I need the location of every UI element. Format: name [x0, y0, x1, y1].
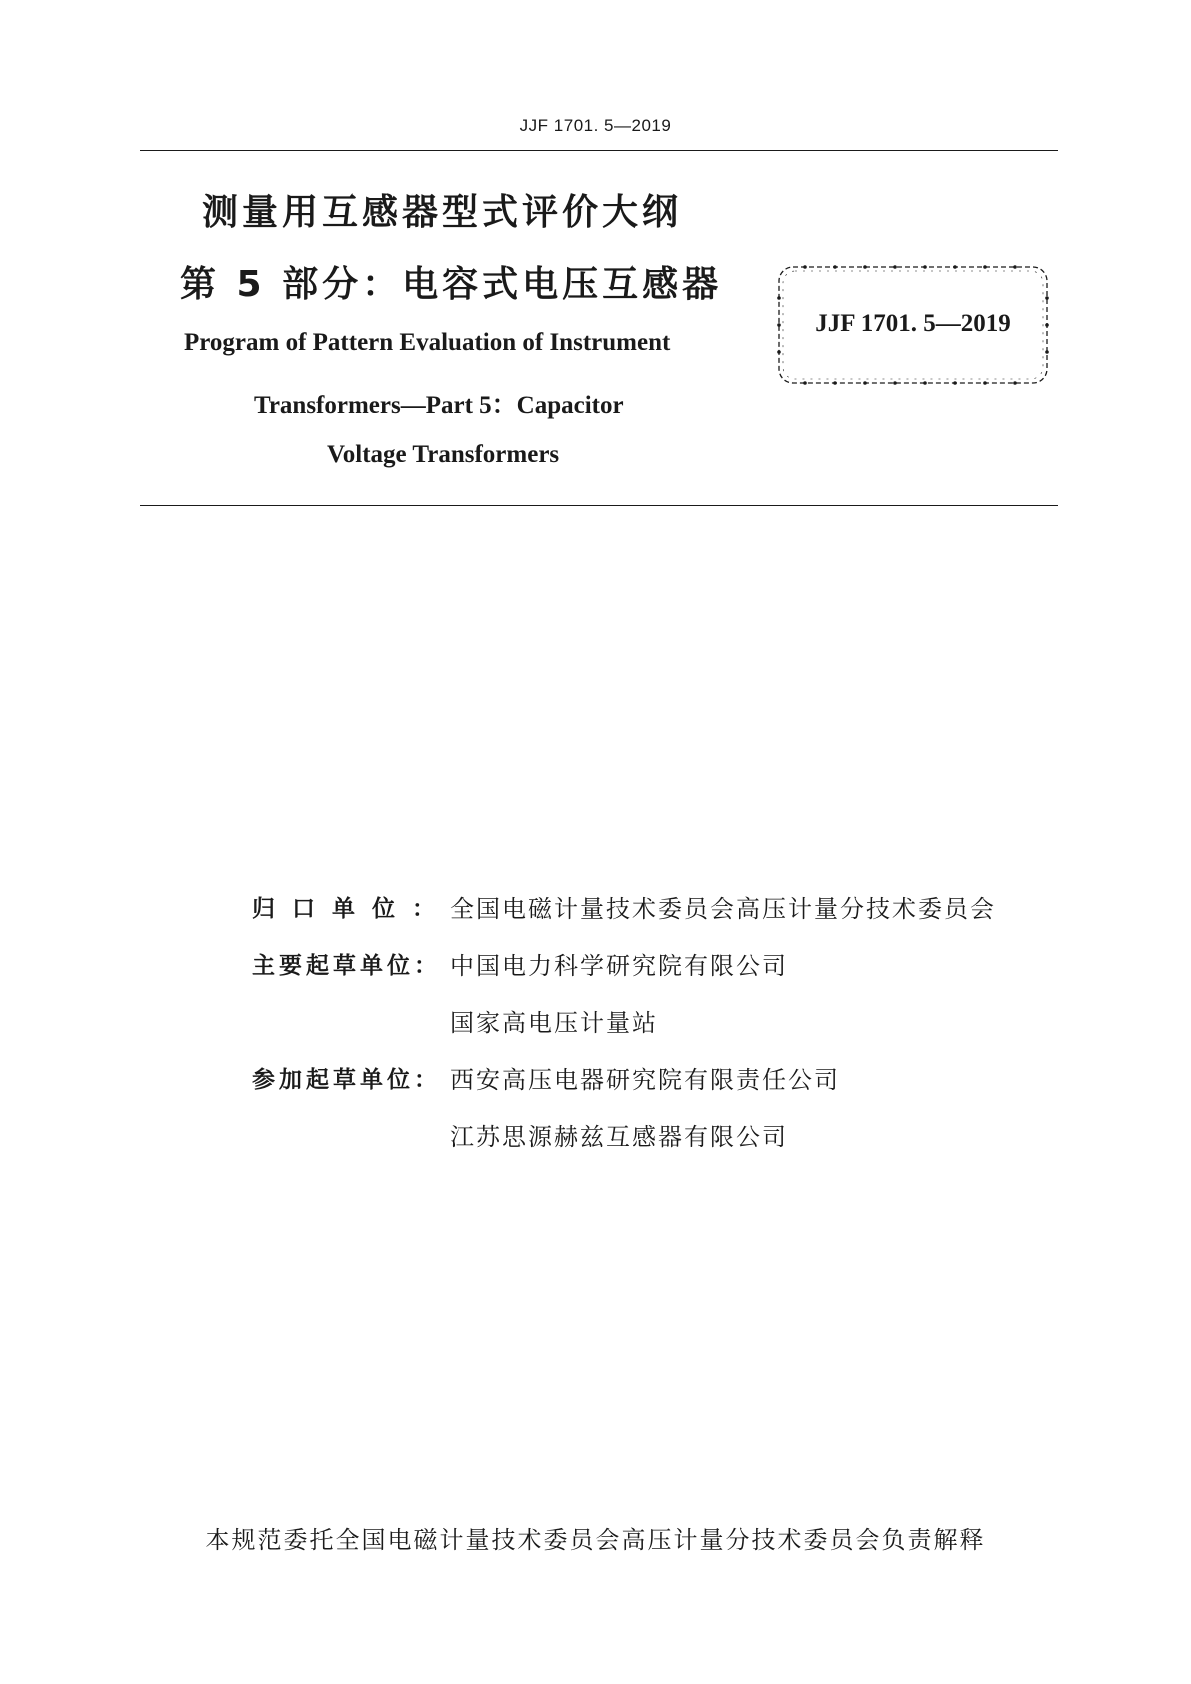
header-standard-code: JJF 1701. 5—2019: [519, 116, 672, 135]
interpretation-note: 本规范委托全国电磁计量技术委员会高压计量分技术委员会负责解释: [205, 1526, 986, 1554]
header-rule-top: [140, 150, 1058, 151]
main-drafting-unit-1: 中国电力科学研究院有限公司: [450, 952, 788, 980]
responsible-unit-value: 全国电磁计量技术委员会高压计量分技术委员会: [450, 895, 996, 923]
title-cn-line1: 测量用互感器型式评价大纲: [202, 192, 683, 233]
participating-drafting-unit-label: 参加起草单位：: [252, 1067, 441, 1093]
standard-code-badge: [775, 263, 1051, 387]
title-en-line1: Program of Pattern Evaluation of Instrument: [184, 329, 671, 356]
title-cn-line2: 第 5 部分：电容式电压互感器: [180, 264, 723, 305]
main-drafting-unit-2: 国家高电压计量站: [450, 1009, 658, 1037]
responsible-unit-label: 归口单位：: [252, 896, 452, 922]
main-drafting-unit-label: 主要起草单位：: [252, 953, 441, 979]
header-rule-bottom: [140, 505, 1058, 506]
participating-drafting-unit-1: 西安高压电器研究院有限责任公司: [450, 1066, 840, 1094]
title-en-line3: Voltage Transformers: [327, 441, 560, 468]
participating-drafting-unit-2: 江苏思源赫兹互感器有限公司: [450, 1123, 788, 1151]
title-en-line2: Transformers—Part 5：Capacitor: [254, 392, 624, 419]
badge-standard-code: JJF 1701. 5—2019: [815, 310, 1011, 337]
